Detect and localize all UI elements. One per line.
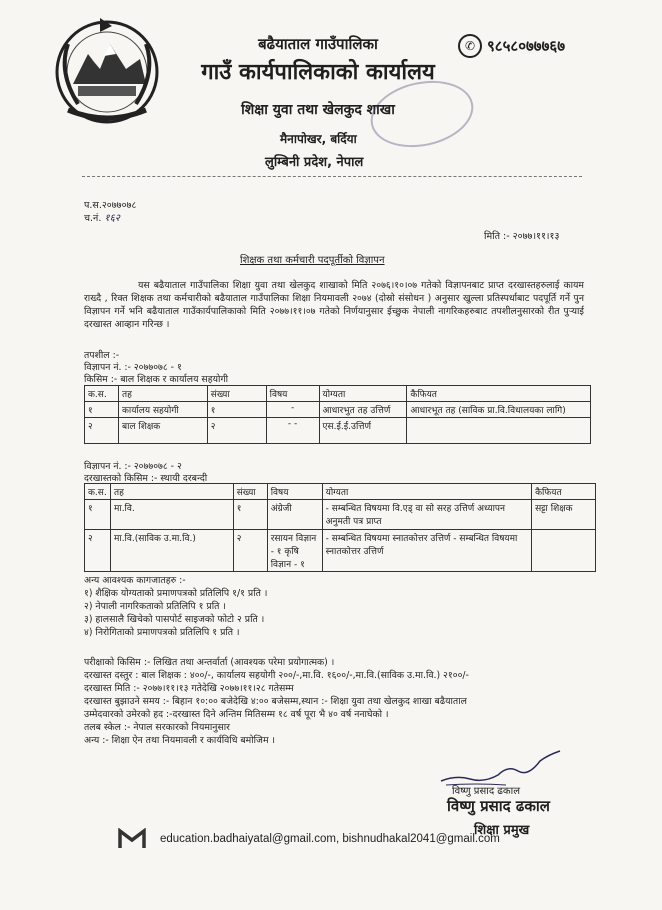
vacancy-table-2 xyxy=(84,483,596,572)
adv1-kind: किसिम :- बाल शिक्षक र कार्यालय सहयोगी xyxy=(84,374,229,385)
table-cell: २ xyxy=(85,418,119,444)
column-header: कैफियत xyxy=(407,386,591,402)
list-item: अन्य :- शिक्षा ऐन तथा नियमावली र कार्यविधि बमोजिम । xyxy=(84,735,275,746)
details-label: तपशील :- xyxy=(84,350,120,361)
table-cell: - सम्बन्धित विषयमा स्नातकोत्तर उत्तिर्ण - सम्बन्धित विषयमा स्नातकोत्तर उत्तिर्ण xyxy=(322,530,531,572)
column-header: विषय xyxy=(267,484,322,500)
table-cell: २ xyxy=(85,530,111,572)
table-cell: सट्टा शिक्षक xyxy=(532,500,596,530)
municipality-name: बढैयाताल गाउँपालिका xyxy=(258,35,378,53)
list-item: ४) निरोगिताको प्रमाणपत्रको प्रतिलिपि १ प्रति । xyxy=(84,627,240,638)
list-item: दरखास्त दस्तुर : बाल शिक्षक : ४००/-, कार्यालय सहयोगी २००/-,मा.वि. १६००/-,मा.वि.(साविक उ.मा.वि.) २१००/- xyxy=(84,670,469,681)
table-cell xyxy=(407,418,591,444)
column-header: कैफियत xyxy=(532,484,596,500)
adv2-number: विज्ञापन नं. :- २०७७०७८ - २ xyxy=(84,461,182,472)
list-item: तलब स्केल :- नेपाल सरकारको नियमानुसार xyxy=(84,722,230,733)
column-header: क.स. xyxy=(85,386,119,402)
office-location: मैनापोखर, बर्दिया xyxy=(280,132,357,146)
table-row xyxy=(85,530,596,572)
table-cell: एस.ई.ई.उत्तिर्ण xyxy=(319,418,407,444)
table-cell: १ xyxy=(85,402,119,418)
table-cell: - - xyxy=(266,418,319,444)
branch-name: शिक्षा युवा तथा खेलकुद शाखा xyxy=(241,102,395,118)
required-documents xyxy=(84,574,267,639)
signatory-name: विष्णु प्रसाद ढकाल xyxy=(447,797,550,815)
table-cell: १ xyxy=(85,500,111,530)
list-item: ३) हालसालै खिचेको पासपोर्ट साइजको फोटो २ प्रति । xyxy=(84,614,265,625)
table-row xyxy=(85,500,596,530)
table-cell: १ xyxy=(233,500,267,530)
table-cell: अंग्रेजी xyxy=(267,500,322,530)
list-item: परीक्षाको किसिम :- लिखित तथा अन्तर्वार्ता (आवश्यक परेमा प्रयोगात्मक) । xyxy=(84,657,335,668)
signatory-name-small: विष्णु प्रसाद ढकाल xyxy=(452,786,520,797)
table-cell: रसायन विज्ञान - १ कृषि विज्ञान - १ xyxy=(267,530,322,572)
documents-heading: अन्य आवश्यक कागजातहरु :- xyxy=(84,575,186,586)
gmail-icon xyxy=(118,828,146,850)
table-header-row xyxy=(85,484,596,500)
table-header-row xyxy=(85,386,591,402)
column-header: संख्या xyxy=(233,484,267,500)
column-header: तह xyxy=(110,484,233,500)
table-cell: - सम्बन्धित विषयमा वि.एड् वा सो सरह उत्तिर्ण अध्यापन अनुमती पत्र प्राप्त xyxy=(322,500,531,530)
ref-cn-value: १६२ xyxy=(104,213,120,224)
table-cell: - xyxy=(266,402,319,418)
phone-icon: ✆ xyxy=(458,34,482,58)
column-header: क.स. xyxy=(85,484,111,500)
list-item: २) नेपाली नागरिकताको प्रतिलिपि १ प्रति । xyxy=(84,601,226,612)
nepal-emblem-icon xyxy=(48,14,166,126)
header-divider xyxy=(82,176,582,177)
signatory-role: शिक्षा प्रमुख xyxy=(474,823,530,838)
vacancy-table-1 xyxy=(84,385,591,444)
table-cell: २ xyxy=(233,530,267,572)
list-item: उम्मेदवारको उमेरको हद :-दरखास्त दिने अन्तिम मितिसम्म १८ वर्ष पूरा भै ४० वर्ष ननाघेको । xyxy=(84,709,389,720)
office-name: गाउँ कार्यपालिकाको कार्यालय xyxy=(201,60,435,85)
table-cell: १ xyxy=(207,402,266,418)
table-cell: मा.वि.(साविक उ.मा.वि.) xyxy=(110,530,233,572)
ref-cn xyxy=(84,210,120,224)
phone-number xyxy=(458,34,565,58)
adv1-number: विज्ञापन नं. :- २०७७०७८ - १ xyxy=(84,362,182,373)
adv2-kind: दरखास्तको किसिम :- स्थायी दरबन्दी xyxy=(84,473,208,484)
column-header: तह xyxy=(118,386,207,402)
table-cell: आधारभूत तह (साविक प्रा.वि.विधालयका लागि) xyxy=(407,402,591,418)
list-item: दरखास्त मिति :- २०७७।११।१३ गतेदेखि २०७७।११।२८ गतेसम्म xyxy=(84,683,294,694)
exam-info xyxy=(84,656,584,747)
phone-text: ९८५८०७७७६७ xyxy=(487,37,566,55)
table-cell xyxy=(532,530,596,572)
table-row xyxy=(85,402,591,418)
ref-ps: प.स.२०७७०७८ xyxy=(84,200,137,211)
column-header: विषय xyxy=(266,386,319,402)
table-row xyxy=(85,418,591,444)
contact-email: education.badhaiyatal@gmail.com, bishnudhakal2041@gmail.com xyxy=(160,833,500,845)
table-cell: बाल शिक्षक xyxy=(118,418,207,444)
ref-cn-label: च.नं. xyxy=(84,213,102,224)
table-cell: २ xyxy=(207,418,266,444)
table-cell: कार्यालय सहयोगी xyxy=(118,402,207,418)
column-header: योग्यता xyxy=(322,484,531,500)
table-cell: आधारभुत तह उत्तिर्ण xyxy=(319,402,407,418)
list-item: दरखास्त बुझाउने समय :- बिहान १०:०० बजेदेखि ४:०० बजेसम्म,स्थान :- शिक्षा युवा तथा खेलकुद शाखा बढैयाताल xyxy=(84,696,467,707)
notice-paragraph: यस बढैयाताल गाउँपालिका शिक्षा युवा तथा खेलकुद शाखाको मिति २०७६।१०।०७ गतेको विज्ञापनबाट प्राप्त दरखास्तहरुलाई कायम राख्दै , रिक्त शिक्षक तथा कर्मचारीको बढैयाताल गाउँपालिका शिक्षा नियमावली २०७४ (दोस्रो संसोधन ) अनुसार खुल्ला प्रतिस्पर्धाबाट पदपूर्ति गर्ने पुन विज्ञापन गर्ने भनि बढैयाताल गाउँकार्यपालिकाको मिति २०७७।११।०७ गतेको निर्णयानुसार ईच्छुक नेपाली नागरिकहरुबाट तपशीलनुसारको रीत पुऱ्याई दरखास्त आव्हान गरिन्छ । xyxy=(84,280,584,330)
column-header: संख्या xyxy=(207,386,266,402)
letter-date: मिति :- २०७७।११।१३ xyxy=(484,231,560,242)
table-cell: मा.वि. xyxy=(110,500,233,530)
list-item: १) शैक्षिक योग्यताको प्रमाणपत्रको प्रतिलिपि १/१ प्रति । xyxy=(84,588,268,599)
column-header: योग्यता xyxy=(319,386,407,402)
notice-title: शिक्षक तथा कर्मचारी पदपूर्तीको विज्ञापन xyxy=(240,255,385,266)
province-line: लुम्बिनी प्रदेश, नेपाल xyxy=(265,155,364,170)
